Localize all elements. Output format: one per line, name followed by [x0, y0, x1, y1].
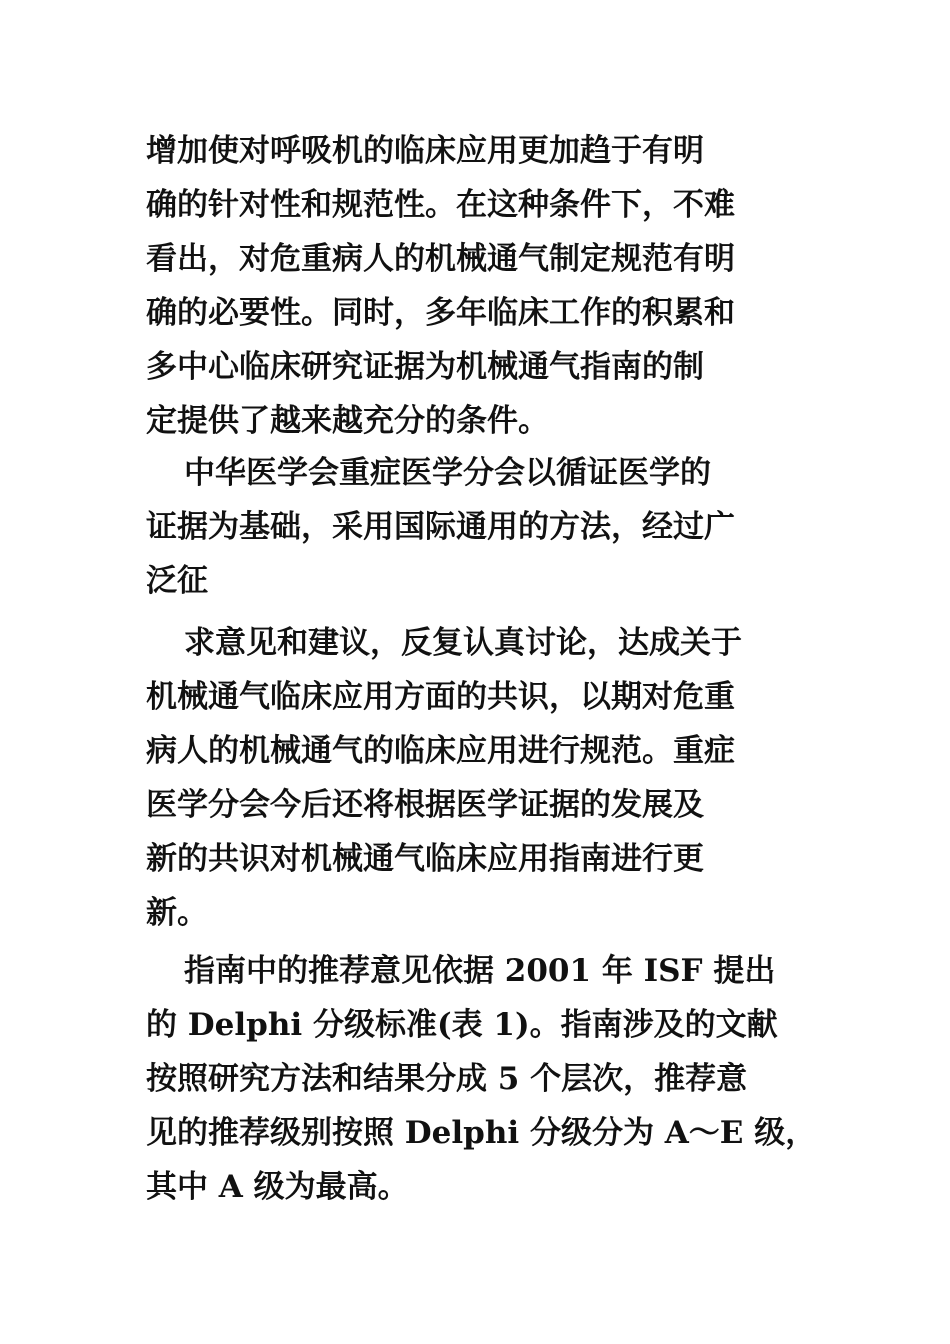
text-line: 医学分会今后还将根据医学证据的发展及: [146, 787, 704, 823]
text-line: 中华医学会重症医学分会以循证医学的: [184, 455, 711, 491]
text-line: 多中心临床研究证据为机械通气指南的制: [146, 349, 704, 385]
text-line: 见的推荐级别按照 Delphi 分级分为 A～E 级，: [146, 1115, 817, 1151]
text-line: 证据为基础，采用国际通用的方法，经过广: [146, 509, 735, 545]
text-line: 增加使对呼吸机的临床应用更加趋于有明: [146, 133, 704, 169]
text-line: 定提供了越来越充分的条件。: [146, 403, 549, 439]
text-line: 按照研究方法和结果分成 5 个层次，推荐意: [146, 1061, 748, 1097]
text-line: 看出，对危重病人的机械通气制定规范有明: [146, 241, 735, 277]
text-line: 新。: [146, 895, 208, 931]
paragraph-consensus: [146, 616, 826, 940]
text-line: 其中 A 级为最高。: [146, 1169, 409, 1205]
paragraph-recommendation-grading: [146, 944, 826, 1214]
text-line: 病人的机械通气的临床应用进行规范。重症: [146, 733, 735, 769]
text-line: 确的必要性。同时，多年临床工作的积累和: [146, 295, 735, 331]
text-line: 求意见和建议，反复认真讨论，达成关于: [184, 625, 742, 661]
text-line: 机械通气临床应用方面的共识，以期对危重: [146, 679, 735, 715]
text-line: 确的针对性和规范性。在这种条件下，不难: [146, 187, 735, 223]
text-line: 的 Delphi 分级标准(表 1)。指南涉及的文献: [146, 1007, 778, 1043]
paragraph-intro-continuation: [146, 124, 826, 448]
text-line: 泛征: [146, 563, 208, 599]
text-line: 新的共识对机械通气临床应用指南进行更: [146, 841, 704, 877]
text-line: 指南中的推荐意见依据 2001 年 ISF 提出: [184, 953, 776, 989]
paragraph-society-method: [146, 446, 826, 608]
